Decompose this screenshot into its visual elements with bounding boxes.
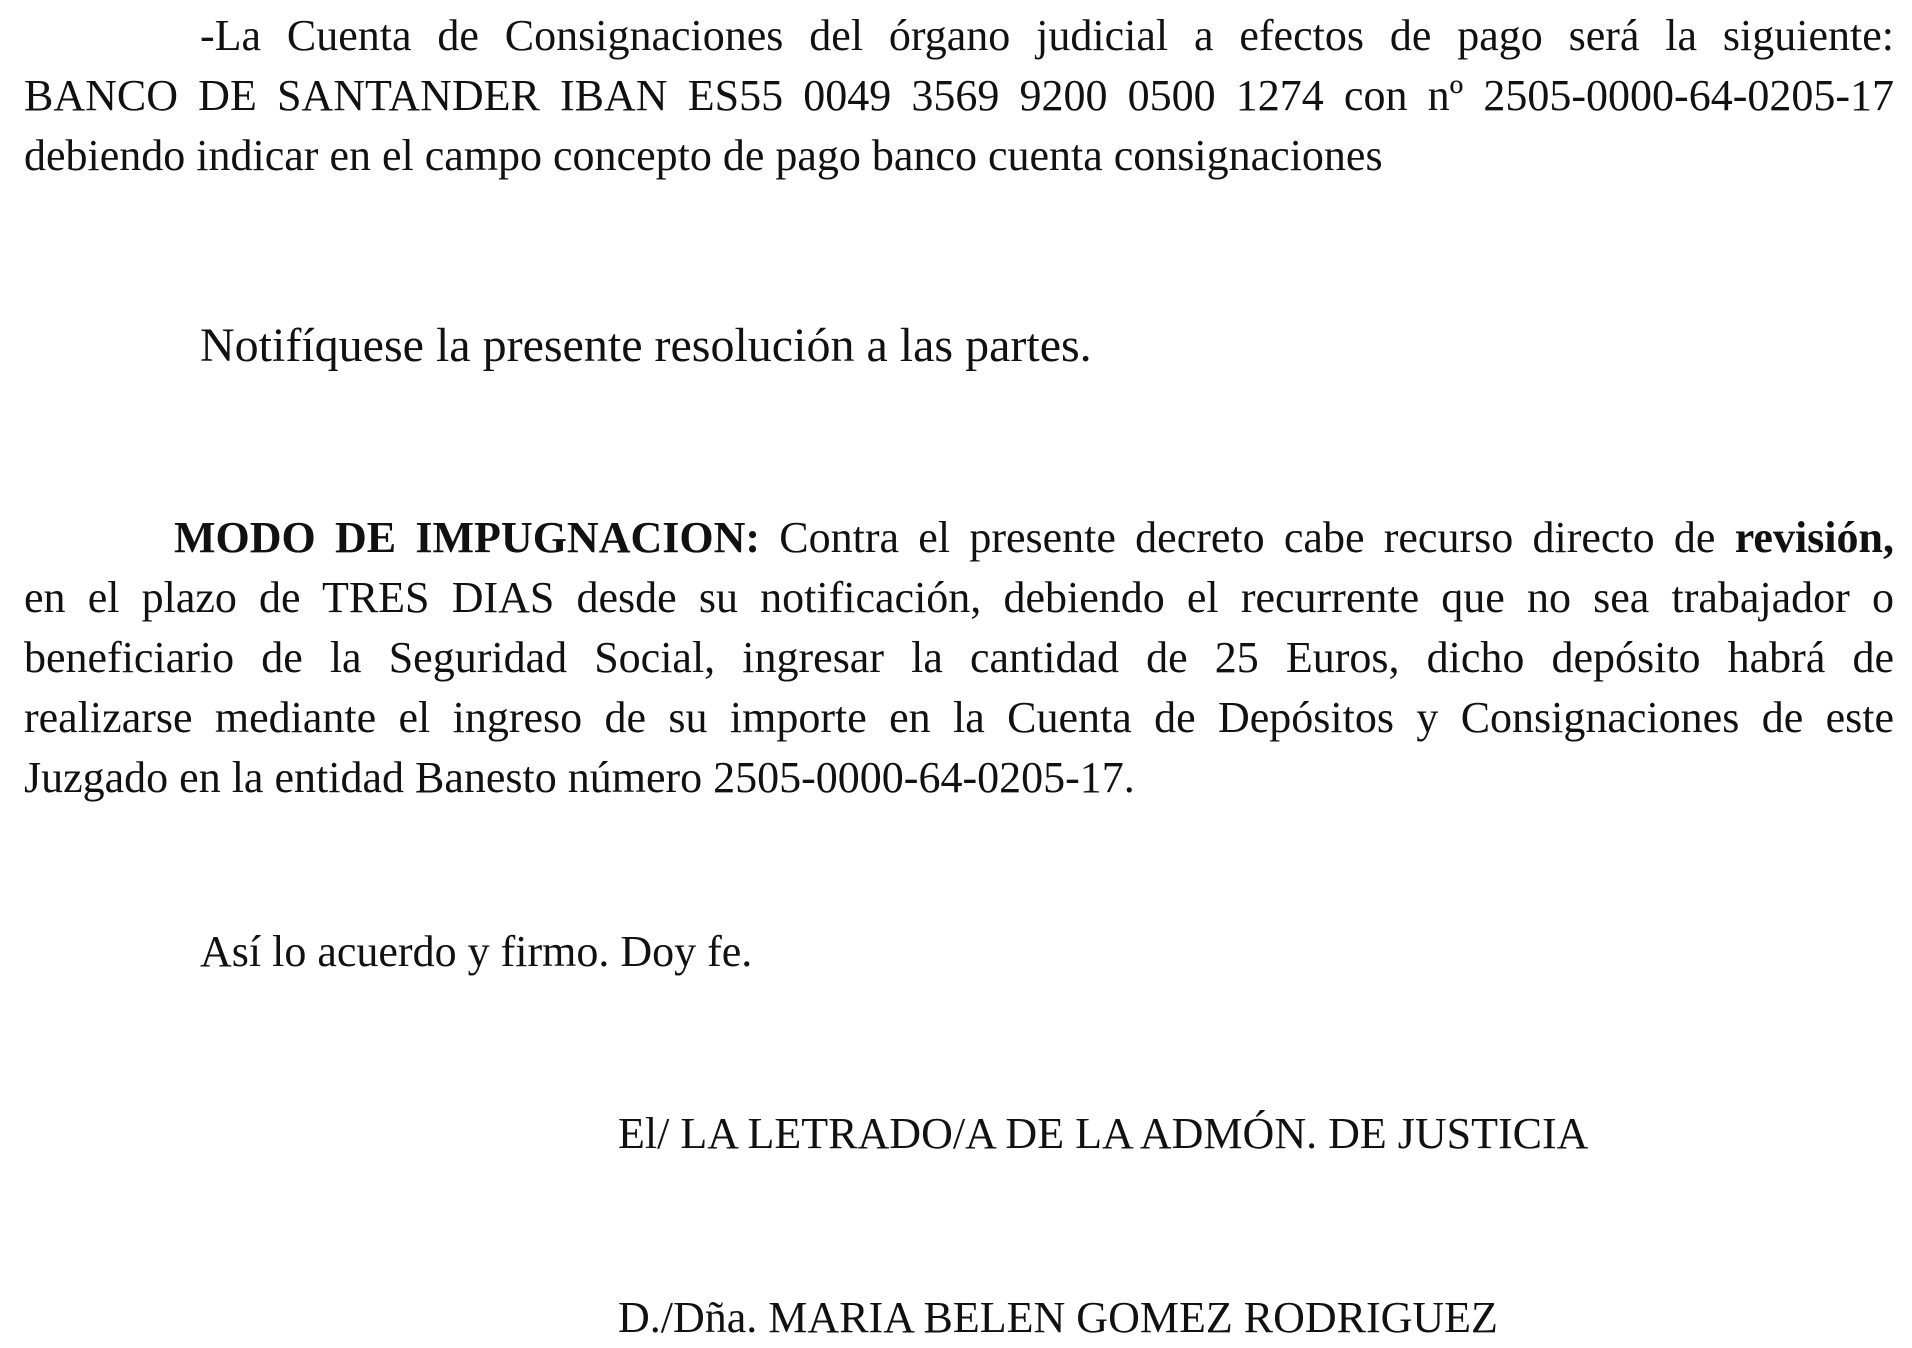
paragraph-impugnacion xyxy=(24,508,1894,808)
paragraph-line xyxy=(24,6,1894,66)
revision-comma: , xyxy=(1883,513,1894,562)
paragraph-line: realizarse mediante el ingreso de su importe en la Cuenta de Depósitos y Consignaciones de este xyxy=(24,693,1894,742)
impugnacion-heading: MODO DE IMPUGNACION: xyxy=(174,513,761,562)
notification-text: Notifíquese la presente resolución a las partes. xyxy=(200,319,1092,372)
paragraph-line-text: Contra el presente decreto cabe recurso directo de xyxy=(760,513,1735,562)
paragraph-line: debiendo indicar en el campo concepto de pago banco cuenta consignaciones xyxy=(24,131,1383,180)
closing-text: Así lo acuerdo y firmo. Doy fe. xyxy=(200,927,753,976)
paragraph-line: BANCO DE SANTANDER IBAN ES55 0049 3569 9200 0500 1274 con nº 2505-0000-64-0205-17 xyxy=(24,71,1894,120)
paragraph-cuenta-consignaciones xyxy=(24,6,1894,186)
signature-title: El/ LA LETRADO/A DE LA ADMÓN. DE JUSTICIA xyxy=(618,1109,1589,1158)
paragraph-line: beneficiario de la Seguridad Social, ingresar la cantidad de 25 Euros, dicho depósito habrá de xyxy=(24,633,1894,682)
paragraph-line: Juzgado en la entidad Banesto número 2505-0000-64-0205-17. xyxy=(24,753,1135,802)
revision-emphasis: revisión xyxy=(1734,513,1883,562)
paragraph-line xyxy=(24,508,1894,568)
signature-name: D./Dña. MARIA BELEN GOMEZ RODRIGUEZ xyxy=(618,1293,1498,1342)
paragraph-line-text: -La Cuenta de Consignaciones del órgano judicial a efectos de pago será la siguiente: xyxy=(200,11,1894,60)
paragraph-line: en el plazo de TRES DIAS desde su notificación, debiendo el recurrente que no sea trabajador o xyxy=(24,573,1894,622)
